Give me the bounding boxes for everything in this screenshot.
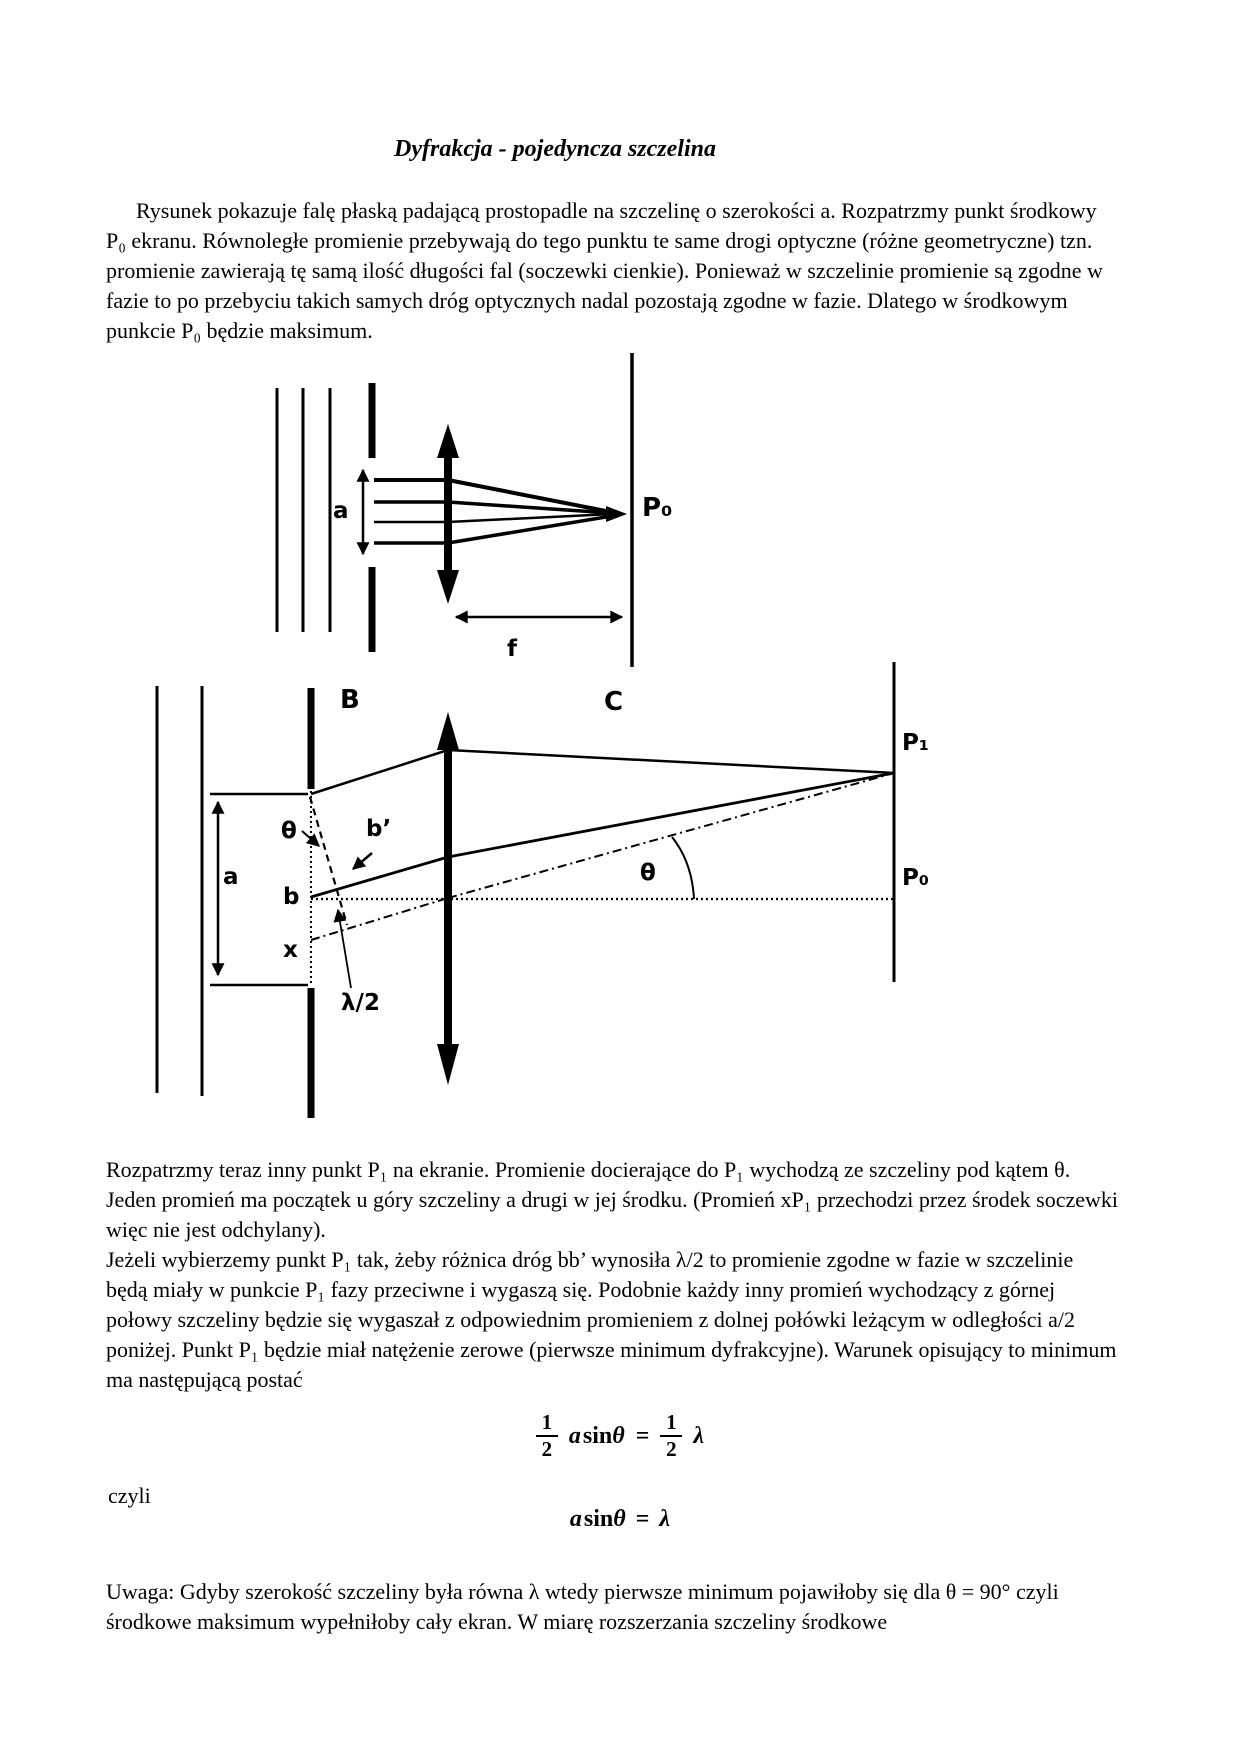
figure-first-minimum bbox=[157, 662, 929, 1118]
theta-axis-annotation bbox=[640, 837, 694, 899]
figure-central-maximum bbox=[277, 353, 672, 667]
equation-term-asintheta bbox=[569, 1423, 625, 1450]
var-lambda: λ bbox=[693, 1422, 705, 1449]
equals-sign: = bbox=[635, 1506, 650, 1532]
half-wavelength-annotation bbox=[338, 910, 380, 1016]
equals-sign: = bbox=[635, 1422, 650, 1449]
parallel-rays bbox=[374, 480, 627, 543]
focal-length-dimension bbox=[456, 617, 622, 662]
paragraph-minimum-condition: Jeżeli wybierzemy punkt P₁ tak, żeby różnica dróg bb’ wynosiła λ/2 to promienie zgodne w fazie w szczelinie będą miały w punkcie P₁ fazy przeciwne i wygaszą się. Podobnie każdy inny promień wychodzący z górnej połowy szczeliny będzie się wygaszał z odpowiednim promieniem z dolnej połówki leżącym w odległości a/2 poniżej. Punkt P₁ będzie miał natężenie zerowe (pierwsze minimum dyfrakcyjne). Warunek opisujący to minimum ma następującą postać bbox=[106, 1247, 1117, 1392]
sin-function: sin bbox=[582, 1422, 613, 1449]
page-title: Dyfrakcja - pojedyncza szczelina bbox=[394, 136, 716, 162]
fraction-numerator: 1 bbox=[666, 1410, 677, 1434]
paragraph-note: Uwaga: Gdyby szerokość szczeliny była równa λ wtedy pierwsze minimum pojawiłoby się dla θ = 90° czyli środkowe maksimum wypełniłoby cały ekran. W miarę rozszerzania szczeliny środkowe bbox=[106, 1579, 1059, 1634]
b-prime-label: b’ bbox=[366, 816, 392, 842]
top-ray-after-lens bbox=[448, 750, 894, 773]
fraction-numerator: 1 bbox=[541, 1410, 553, 1434]
paragraph-point-p1: Rozpatrzmy teraz inny punkt P₁ na ekranie. Promienie docierające do P₁ wychodzą ze szczeliny pod kątem θ. Jeden promień ma początek u góry szczeliny a drugi w jej środku. (Promień xP₁ przechodzi przez środek soczewki więc nie jest odchylany). bbox=[106, 1157, 1118, 1242]
paragraph-intro: Rysunek pokazuje falę płaską padającą prostopadle na szczelinę o szerokości a. Rozpatrzmy punkt środkowy P₀ ekranu. Równoległe promienie przebywają do tego punktu te same drogi optyczne (różne geometryczne) tzn. promienie zawierają tę samą ilość długości fal (soczewki cienkie). Ponieważ w szczelinie promienie są zgodne w fazie to po przebyciu takich samych dróg optycznych nadal pozostają zgodne w fazie. Dlatego w środkowym punkcie P₀ będzie maksimum. bbox=[106, 198, 1103, 343]
plane-b-label: B bbox=[340, 685, 360, 715]
central-ray-xp1-before-lens bbox=[311, 898, 448, 940]
rays-to-p1 bbox=[311, 750, 894, 940]
equation-half-asin bbox=[0, 1412, 1240, 1461]
theta-slit-annotation bbox=[281, 818, 319, 846]
theta-axis-label: θ bbox=[640, 860, 656, 886]
slit-width-label: a bbox=[333, 498, 349, 524]
plane-c-label: C bbox=[604, 687, 624, 717]
b-prime-annotation bbox=[353, 816, 391, 869]
half-wavelength-label: λ/2 bbox=[341, 990, 380, 1016]
var-a: a bbox=[568, 1422, 581, 1449]
fraction-denominator: 2 bbox=[541, 1437, 553, 1462]
top-ray-before-lens bbox=[311, 750, 448, 794]
slit-width-dimension bbox=[333, 470, 363, 554]
fraction-one-half-left bbox=[536, 1412, 558, 1461]
lens bbox=[437, 424, 459, 604]
middle-ray-after-lens bbox=[448, 773, 894, 857]
point-b-label: b bbox=[283, 884, 300, 910]
plane-wavefronts bbox=[277, 388, 330, 632]
fraction-one-half-right bbox=[660, 1412, 682, 1461]
focal-length-label: f bbox=[507, 636, 518, 662]
var-theta: θ bbox=[613, 1506, 626, 1532]
var-a: a bbox=[569, 1506, 582, 1532]
convergence-arrowhead bbox=[606, 506, 627, 522]
middle-ray-before-lens bbox=[311, 857, 448, 897]
sin-function: sin bbox=[583, 1506, 614, 1532]
central-ray-xp1-after-lens bbox=[448, 773, 894, 898]
theta-slit-label: θ bbox=[281, 818, 297, 844]
connector-word: czyli bbox=[108, 1483, 151, 1508]
p0-label: P₀ bbox=[642, 493, 673, 523]
plane-wavefronts-2 bbox=[157, 686, 202, 1096]
p1-label: P₁ bbox=[902, 730, 929, 756]
fraction-denominator: 2 bbox=[666, 1437, 677, 1462]
wavefront-bb-dashed bbox=[310, 797, 347, 925]
slit-width-dimension-2 bbox=[218, 802, 239, 975]
p0-label-2: P₀ bbox=[902, 865, 929, 891]
var-lambda: λ bbox=[659, 1506, 671, 1532]
equation-asin-lambda bbox=[0, 1506, 1240, 1533]
point-x-label: x bbox=[283, 937, 298, 963]
paragraph-block bbox=[106, 1155, 1120, 1395]
var-theta: θ bbox=[612, 1422, 625, 1449]
theta-angle-arc bbox=[672, 837, 694, 899]
slit-width-label-2: a bbox=[223, 864, 239, 890]
lens-2 bbox=[437, 712, 459, 1085]
